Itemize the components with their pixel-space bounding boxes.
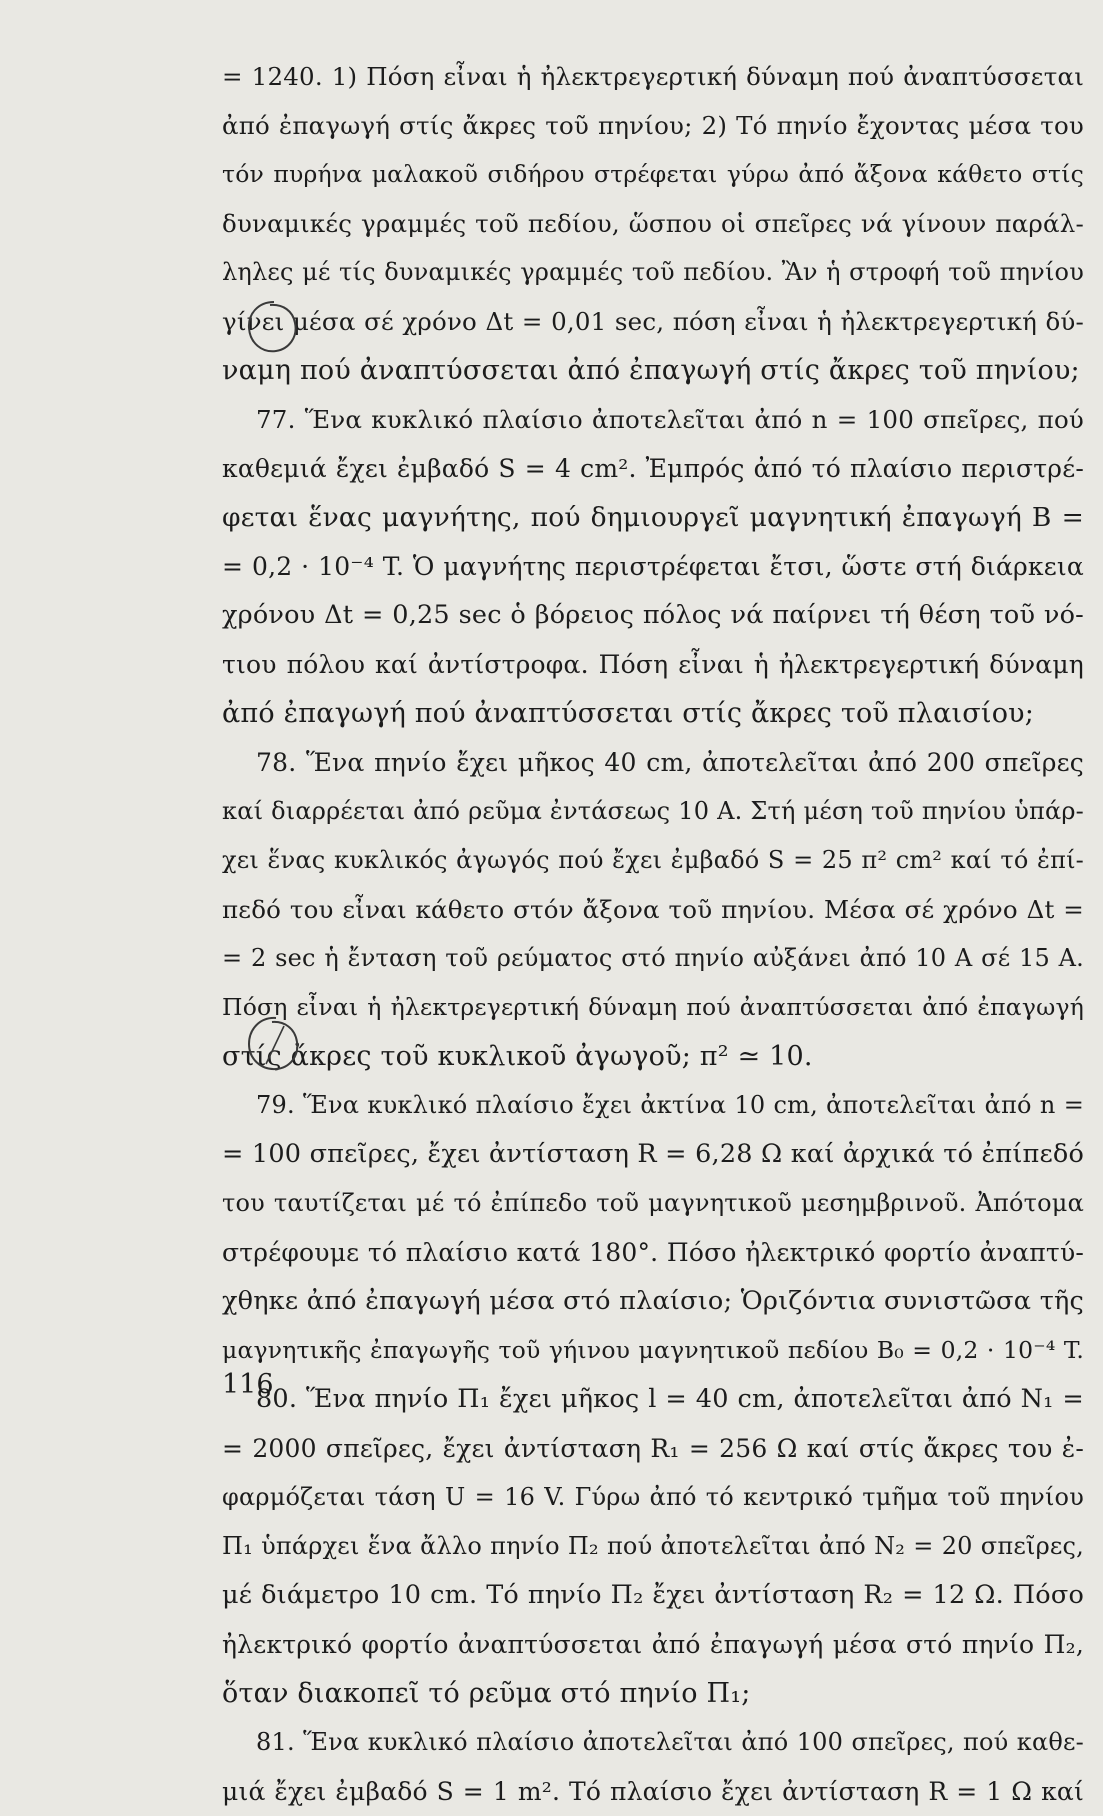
body-text	[222, 52, 1084, 1816]
text-line: Π₁ ὑπάρχει ἕνα ἄλλο πηνίο Π₂ πού ἀποτελεῖται ἀπό N₂ = 20 σπεῖρες,	[222, 1532, 1084, 1560]
problem-80-start: 80. Ἕνα πηνίο Π₁ ἔχει μῆκος l = 40 cm, ἀποτελεῖται ἀπό N₁ =	[256, 1384, 1084, 1414]
text-line: χθηκε ἀπό ἐπαγωγή μέσα στό πλαίσιο; Ὁριζόντια συνιστῶσα τῆς	[222, 1286, 1084, 1316]
text-line: ληλες μέ τίς δυναμικές γραμμές τοῦ πεδίου. Ἂν ἡ στροφή τοῦ πηνίου	[222, 258, 1084, 286]
text-line: ἠλεκτρικό φορτίο ἀναπτύσσεται ἀπό ἐπαγωγή μέσα στό πηνίο Π₂,	[222, 1630, 1084, 1659]
text-line: φαρμόζεται τάση U = 16 V. Γύρω ἀπό τό κεντρικό τμῆμα τοῦ πηνίου	[222, 1483, 1084, 1511]
text-line: μαγνητικῆς ἐπαγωγῆς τοῦ γήινου μαγνητικοῦ πεδίου B₀ = 0,2 · 10⁻⁴ T.	[222, 1336, 1084, 1364]
text-line: ἀπό ἐπαγωγή πού ἀναπτύσσεται στίς ἄκρες τοῦ πλαισίου;	[222, 698, 1035, 729]
text-line: τιου πόλου καί ἀντίστροφα. Πόση εἶναι ἡ ἠλεκτρεγερτική δύναμη	[222, 650, 1084, 679]
text-line: γίνει μέσα σέ χρόνο Δt = 0,01 sec, πόση εἶναι ἡ ἠλεκτρεγερτική δύ-	[222, 307, 1084, 336]
problem-77-start: 77. Ἕνα κυκλικό πλαίσιο ἀποτελεῖται ἀπό n = 100 σπεῖρες, πού	[256, 405, 1084, 434]
text-line: χει ἕνας κυκλικός ἀγωγός πού ἔχει ἐμβαδό S = 25 π² cm² καί τό ἐπί-	[222, 846, 1084, 874]
text-line: τόν πυρήνα μαλακοῦ σιδήρου στρέφεται γύρω ἀπό ἄξονα κάθετο στίς	[222, 160, 1084, 188]
text-line: ὅταν διακοπεῖ τό ρεῦμα στό πηνίο Π₁;	[222, 1678, 751, 1709]
text-line: του ταυτίζεται μέ τό ἐπίπεδο τοῦ μαγνητικοῦ μεσημβρινοῦ. Ἀπότομα	[222, 1189, 1084, 1217]
text-line: = 1240. 1) Πόση εἶναι ἡ ἠλεκτρεγερτική δύναμη πού ἀναπτύσσεται	[222, 62, 1084, 91]
text-line: στρέφουμε τό πλαίσιο κατά 180°. Πόσο ἠλεκτρικό φορτίο ἀναπτύ-	[222, 1238, 1084, 1267]
text-line: ἀπό ἐπαγωγή στίς ἄκρες τοῦ πηνίου; 2) Τό πηνίο ἔχοντας μέσα του	[222, 111, 1084, 140]
text-line: μέ διάμετρο 10 cm. Τό πηνίο Π₂ ἔχει ἀντίσταση R₂ = 12 Ω. Πόσο	[222, 1580, 1084, 1610]
text-line: καί διαρρέεται ἀπό ρεῦμα ἐντάσεως 10 A. Στή μέση τοῦ πηνίου ὑπάρ-	[222, 797, 1084, 825]
text-line: δυναμικές γραμμές τοῦ πεδίου, ὥσπου οἱ σπεῖρες νά γίνουν παράλ-	[222, 209, 1084, 238]
text-line: = 2000 σπεῖρες, ἔχει ἀντίσταση R₁ = 256 Ω καί στίς ἄκρες του ἐ-	[222, 1434, 1084, 1463]
text-line: καθεμιά ἔχει ἐμβαδό S = 4 cm². Ἐμπρός ἀπό τό πλαίσιο περιστρέ-	[222, 454, 1084, 483]
text-line: φεται ἕνας μαγνήτης, πού δημιουργεῖ μαγνητική ἐπαγωγή B =	[222, 502, 1084, 533]
text-line: = 100 σπεῖρες, ἔχει ἀντίσταση R = 6,28 Ω καί ἀρχικά τό ἐπίπεδό	[222, 1139, 1084, 1169]
text-line: μιά ἔχει ἐμβαδό S = 1 m². Τό πλαίσιο ἔχει ἀντίσταση R = 1 Ω καί	[222, 1777, 1084, 1806]
problem-79-start: 79. Ἕνα κυκλικό πλαίσιο ἔχει ἀκτίνα 10 cm, ἀποτελεῖται ἀπό n =	[256, 1091, 1084, 1119]
text-line: ναμη πού ἀναπτύσσεται ἀπό ἐπαγωγή στίς ἄκρες τοῦ πηνίου;	[222, 355, 1080, 386]
text-line: πεδό του εἶναι κάθετο στόν ἄξονα τοῦ πηνίου. Μέσα σέ χρόνο Δt =	[222, 895, 1084, 924]
text-line: στίς ἄκρες τοῦ κυκλικοῦ ἀγωγοῦ; π² ≃ 10.	[222, 1041, 813, 1072]
problem-78-start: 78. Ἕνα πηνίο ἔχει μῆκος 40 cm, ἀποτελεῖται ἀπό 200 σπεῖρες	[256, 748, 1084, 777]
text-line: Πόση εἶναι ἡ ἠλεκτρεγερτική δύναμη πού ἀναπτύσσεται ἀπό ἐπαγωγή	[222, 993, 1084, 1021]
text-line: χρόνου Δt = 0,25 sec ὁ βόρειος πόλος νά παίρνει τή θέση τοῦ νό-	[222, 600, 1084, 630]
text-line: = 2 sec ἡ ἔνταση τοῦ ρεύματος στό πηνίο αὐξάνει ἀπό 10 A σέ 15 A.	[222, 944, 1084, 972]
page-number: 116	[222, 1369, 274, 1400]
text-line: = 0,2 · 10⁻⁴ T. Ὁ μαγνήτης περιστρέφεται ἔτσι, ὥστε στή διάρκεια	[222, 552, 1084, 581]
problem-81-start: 81. Ἕνα κυκλικό πλαίσιο ἀποτελεῖται ἀπό 100 σπεῖρες, πού καθε-	[256, 1728, 1084, 1756]
